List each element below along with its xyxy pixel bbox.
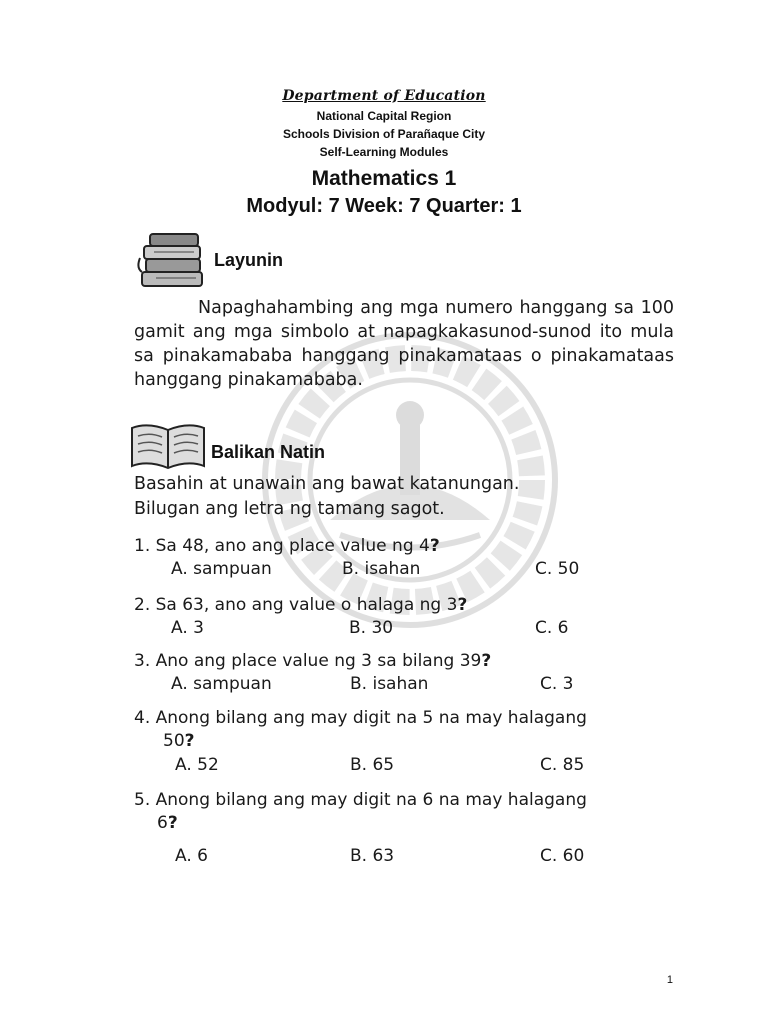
option-b[interactable]: B. isahan bbox=[350, 674, 429, 694]
page-number: 1 bbox=[666, 974, 673, 986]
question-3: 3. Ano ang place value ng 3 sa bilang 39? bbox=[134, 651, 492, 671]
option-b[interactable]: B. 65 bbox=[350, 755, 395, 775]
option-a[interactable]: A. sampuan bbox=[171, 559, 272, 579]
page-title: Mathematics 1 bbox=[311, 167, 457, 190]
question-4-continuation: 50? bbox=[163, 731, 195, 751]
department-name: Department of Education bbox=[282, 88, 486, 104]
option-c[interactable]: C. 60 bbox=[540, 846, 585, 866]
option-b[interactable]: B. isahan bbox=[342, 559, 421, 579]
region-name: National Capital Region bbox=[316, 109, 452, 123]
option-c[interactable]: C. 50 bbox=[535, 559, 580, 579]
question-4: 4. Anong bilang ang may digit na 5 na may halagang bbox=[134, 708, 587, 728]
option-c[interactable]: C. 6 bbox=[535, 618, 569, 638]
instruction-line-2: Bilugan ang letra ng tamang sagot. bbox=[134, 499, 445, 519]
layunin-text: Napaghahambing ang mga numero hanggang sa 100 gamit ang mga simbolo at napagkakasunod-sunod ito mula sa pinakamababa hanggang pinakamataas o pinakamataas hanggang pinakamababa. bbox=[134, 298, 674, 390]
books-icon bbox=[136, 228, 212, 290]
option-a[interactable]: A. sampuan bbox=[171, 674, 272, 694]
document-header bbox=[0, 88, 768, 220]
option-a[interactable]: A. 3 bbox=[171, 618, 204, 638]
modules-label: Self-Learning Modules bbox=[319, 145, 449, 159]
option-c[interactable]: C. 3 bbox=[540, 674, 574, 694]
open-book-icon bbox=[128, 420, 208, 472]
balikan-heading: Balikan Natin bbox=[211, 442, 326, 462]
module-subtitle: Modyul: 7 Week: 7 Quarter: 1 bbox=[246, 195, 522, 217]
question-5: 5. Anong bilang ang may digit na 6 na may halagang bbox=[134, 790, 587, 810]
question-2: 2. Sa 63, ano ang value o halaga ng 3? bbox=[134, 595, 468, 615]
question-1: 1. Sa 48, ano ang place value ng 4? bbox=[134, 536, 440, 556]
question-5-continuation: 6? bbox=[157, 813, 178, 833]
option-b[interactable]: B. 63 bbox=[350, 846, 395, 866]
option-c[interactable]: C. 85 bbox=[540, 755, 585, 775]
option-a[interactable]: A. 6 bbox=[175, 846, 208, 866]
option-b[interactable]: B. 30 bbox=[349, 618, 394, 638]
division-name: Schools Division of Parañaque City bbox=[282, 127, 486, 141]
option-a[interactable]: A. 52 bbox=[175, 755, 219, 775]
instruction-line-1: Basahin at unawain ang bawat katanungan. bbox=[134, 474, 520, 494]
layunin-heading: Layunin bbox=[214, 250, 284, 270]
